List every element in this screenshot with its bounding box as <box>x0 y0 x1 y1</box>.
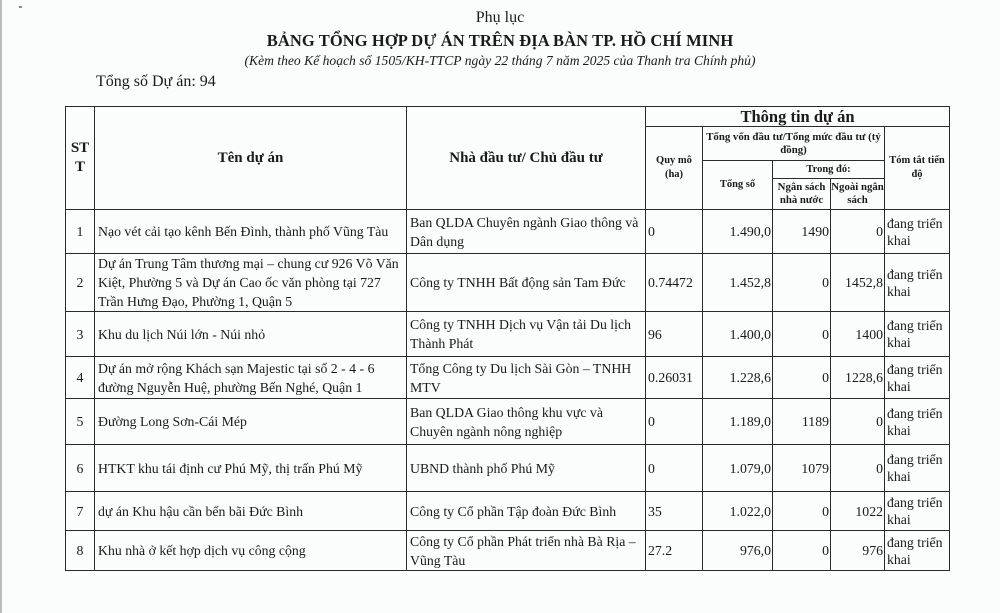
cell-project-name: Dự án Trung Tâm thương mại – chung cư 926 Võ Văn Kiệt, Phường 5 và Dự án Cao ốc văn phòng tại 727 Trần Hưng Đạo, Phường 1, Quận 5 <box>95 254 407 312</box>
cell-non-budget: 976 <box>831 531 885 571</box>
cell-stt: 6 <box>66 445 95 492</box>
cell-investor: Công ty TNHH Dịch vụ Vận tải Du lịch Thành Phát <box>407 312 646 357</box>
cell-scale: 0.74472 <box>646 254 703 312</box>
header-progress: Tóm tắt tiến độ <box>885 127 950 210</box>
document-title: BẢNG TỔNG HỢP DỰ ÁN TRÊN ĐỊA BÀN TP. HỒ CHÍ MINH <box>266 31 734 50</box>
cell-project-name: Đường Long Sơn-Cái Mép <box>95 399 407 445</box>
cell-progress: đang triển khai <box>885 210 950 254</box>
header-investor: Nhà đầu tư/ Chủ đầu tư <box>407 107 646 210</box>
cell-stt: 1 <box>66 210 95 254</box>
cell-total: 1.189,0 <box>703 399 773 445</box>
cell-total: 1.228,6 <box>703 357 773 399</box>
cell-stt: 3 <box>66 312 95 357</box>
cell-progress: đang triển khai <box>885 254 950 312</box>
table-row <box>66 531 950 571</box>
header-project-info: Thông tin dự án <box>646 107 950 127</box>
table-row <box>66 399 950 445</box>
cell-non-budget: 1400 <box>831 312 885 357</box>
cell-non-budget: 0 <box>831 210 885 254</box>
cell-investor: Tổng Công ty Du lịch Sài Gòn – TNHH MTV <box>407 357 646 399</box>
cell-total: 1.400,0 <box>703 312 773 357</box>
table-row <box>66 210 950 254</box>
table-row <box>66 254 950 312</box>
cell-progress: đang triển khai <box>885 445 950 492</box>
table-row <box>66 492 950 531</box>
header-total: Tổng số <box>703 161 773 210</box>
cell-project-name: Khu du lịch Núi lớn - Núi nhỏ <box>95 312 407 357</box>
cell-stt: 4 <box>66 357 95 399</box>
table-row <box>66 312 950 357</box>
cell-stt: 8 <box>66 531 95 571</box>
cell-project-name: Dự án mở rộng Khách sạn Majestic tại số 2 - 4 - 6 đường Nguyễn Huệ, phường Bến Nghé, Quận 1 <box>95 357 407 399</box>
cell-investor: Công ty Cổ phần Phát triển nhà Bà Rịa – Vũng Tàu <box>407 531 646 571</box>
header-stt: ST T <box>66 107 95 210</box>
cell-total: 1.079,0 <box>703 445 773 492</box>
cell-state-budget: 0 <box>773 492 831 531</box>
cell-investor: Ban QLDA Giao thông khu vực và Chuyên ngành nông nghiệp <box>407 399 646 445</box>
cell-project-name: Khu nhà ở kết hợp dịch vụ công cộng <box>95 531 407 571</box>
cell-scale: 35 <box>646 492 703 531</box>
header-scale: Quy mô (ha) <box>646 127 703 210</box>
cell-progress: đang triển khai <box>885 531 950 571</box>
cell-total: 1.452,8 <box>703 254 773 312</box>
cell-progress: đang triển khai <box>885 492 950 531</box>
table-row <box>66 357 950 399</box>
projects-table <box>65 106 950 571</box>
table-row <box>66 445 950 492</box>
cell-project-name: dự án Khu hậu cần bến bãi Đức Bình <box>95 492 407 531</box>
cell-state-budget: 1079 <box>773 445 831 492</box>
cell-scale: 0 <box>646 399 703 445</box>
cell-non-budget: 1228,6 <box>831 357 885 399</box>
header-of-which: Trong đó: <box>773 161 885 179</box>
cell-stt: 5 <box>66 399 95 445</box>
cell-scale: 0.26031 <box>646 357 703 399</box>
appendix-label: Phụ lục <box>475 9 525 26</box>
cell-scale: 0 <box>646 210 703 254</box>
header-capital: Tổng vốn đầu tư/Tổng mức đầu tư (tỷ đồng) <box>703 127 885 161</box>
cell-state-budget: 0 <box>773 254 831 312</box>
cell-total: 1.022,0 <box>703 492 773 531</box>
document-subtitle: (Kèm theo Kế hoạch số 1505/KH-TTCP ngày 22 tháng 7 năm 2025 của Thanh tra Chính phủ) <box>244 53 756 68</box>
cell-progress: đang triển khai <box>885 399 950 445</box>
cell-non-budget: 0 <box>831 445 885 492</box>
cell-state-budget: 1189 <box>773 399 831 445</box>
scan-speck <box>19 6 22 8</box>
cell-non-budget: 1452,8 <box>831 254 885 312</box>
cell-project-name: Nạo vét cải tạo kênh Bến Đình, thành phố Vũng Tàu <box>95 210 407 254</box>
total-projects: Tổng số Dự án: 94 <box>96 73 216 90</box>
cell-scale: 96 <box>646 312 703 357</box>
cell-stt: 2 <box>66 254 95 312</box>
page-edge <box>0 0 2 613</box>
cell-investor: Công ty Cổ phần Tập đoàn Đức Bình <box>407 492 646 531</box>
cell-progress: đang triển khai <box>885 312 950 357</box>
cell-total: 1.490,0 <box>703 210 773 254</box>
header-state-budget: Ngân sách nhà nước <box>773 179 831 210</box>
header-non-budget: Ngoài ngân sách <box>831 179 885 210</box>
header-project-name: Tên dự án <box>95 107 407 210</box>
cell-state-budget: 0 <box>773 357 831 399</box>
cell-investor: Công ty TNHH Bất động sản Tam Đức <box>407 254 646 312</box>
cell-state-budget: 0 <box>773 531 831 571</box>
cell-state-budget: 0 <box>773 312 831 357</box>
cell-non-budget: 1022 <box>831 492 885 531</box>
cell-investor: Ban QLDA Chuyên ngành Giao thông và Dân dụng <box>407 210 646 254</box>
cell-scale: 0 <box>646 445 703 492</box>
cell-state-budget: 1490 <box>773 210 831 254</box>
cell-total: 976,0 <box>703 531 773 571</box>
cell-progress: đang triển khai <box>885 357 950 399</box>
cell-investor: UBND thành phố Phú Mỹ <box>407 445 646 492</box>
cell-stt: 7 <box>66 492 95 531</box>
cell-non-budget: 0 <box>831 399 885 445</box>
cell-scale: 27.2 <box>646 531 703 571</box>
cell-project-name: HTKT khu tái định cư Phú Mỹ, thị trấn Phú Mỹ <box>95 445 407 492</box>
